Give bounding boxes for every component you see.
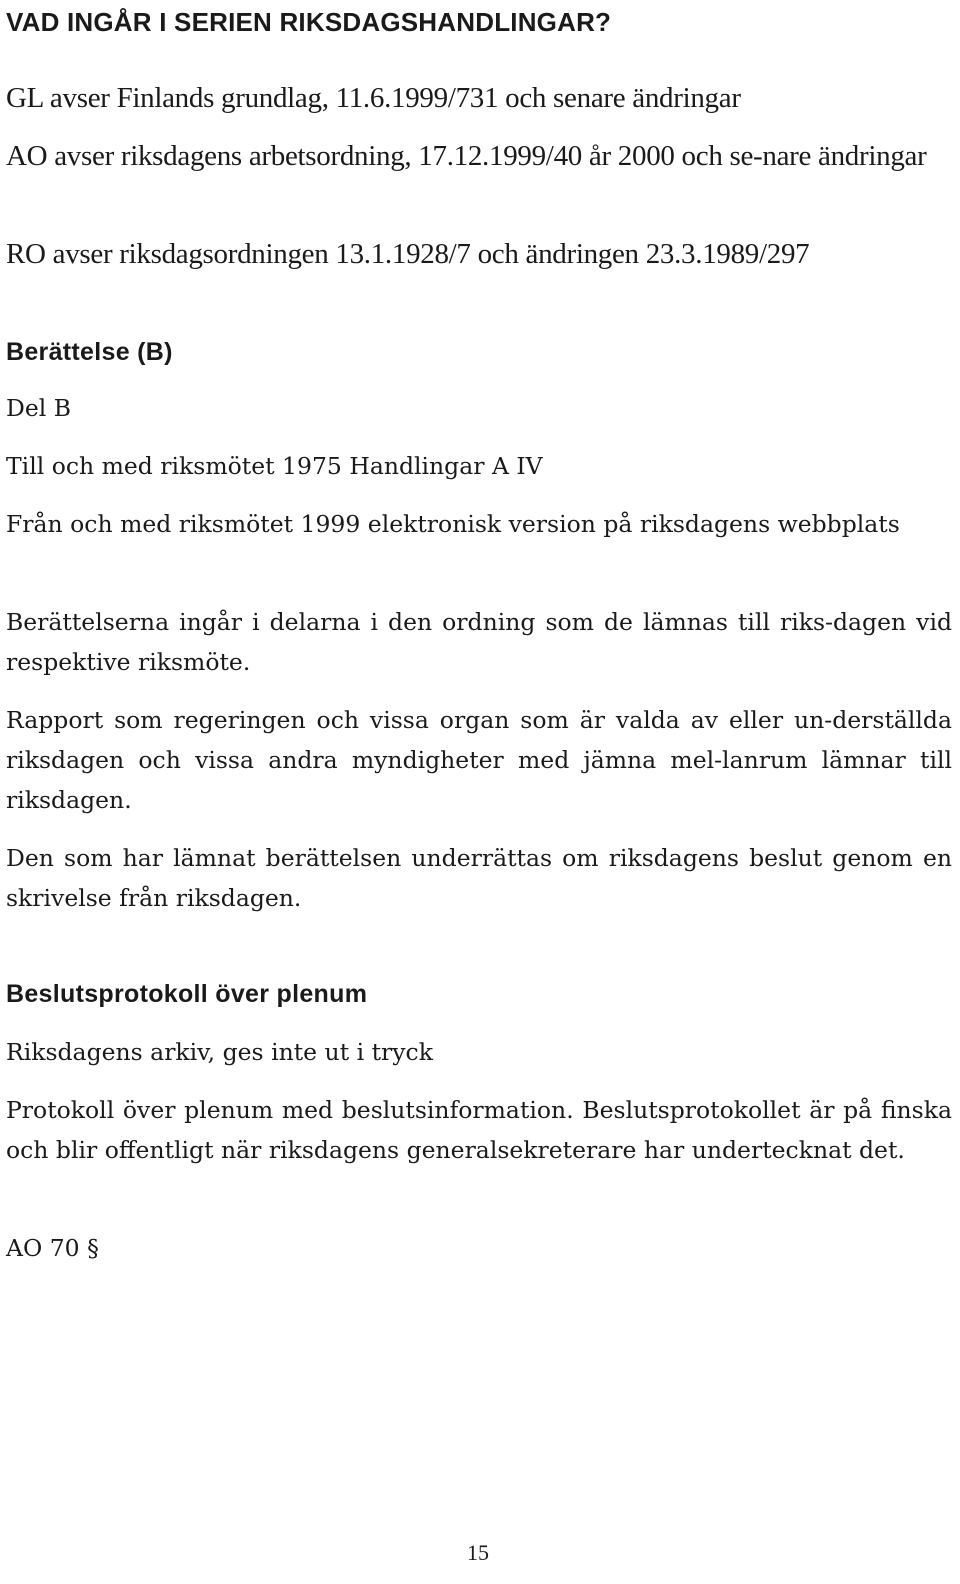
berattelse-notice: Den som har lämnat berättelsen underrättas om riksdagens beslut genom en skrivelse från riksdagen. xyxy=(6,844,952,912)
document-page xyxy=(6,0,950,1584)
beslutsprotokoll-archive: Riksdagens arkiv, ges inte ut i tryck xyxy=(6,1038,433,1066)
section-heading-berattelse: Berättelse (B) xyxy=(6,338,173,366)
section-heading-beslutsprotokoll: Beslutsprotokoll över plenum xyxy=(6,980,368,1008)
beslutsprotokoll-reference: AO 70 § xyxy=(6,1234,99,1262)
page-title: VAD INGÅR I SERIEN RIKSDAGSHANDLINGAR? xyxy=(6,7,612,37)
berattelse-order: Berättelserna ingår i delarna i den ordning som de lämnas till riks-dagen vid respektive riksmöte. xyxy=(6,608,952,676)
abbreviation-ao: AO avser riksdagens arbetsordning, 17.12.1999/40 år 2000 och se-nare ändringar xyxy=(6,140,927,172)
berattelse-report: Rapport som regeringen och vissa organ som är valda av eller un-derställda riksdagen och vissa andra myndigheter med jämna mel-lanrum lämnar till riksdagen. xyxy=(6,706,952,814)
berattelse-part: Del B xyxy=(6,394,72,422)
berattelse-from: Från och med riksmötet 1999 elektronisk version på riksdagens webbplats xyxy=(6,510,900,538)
beslutsprotokoll-description: Protokoll över plenum med beslutsinformation. Beslutsprotokollet är på finska och blir offentligt när riksdagens generalsekreterare har undertecknat det. xyxy=(6,1096,952,1164)
berattelse-until: Till och med riksmötet 1975 Handlingar A IV xyxy=(6,452,543,480)
abbreviation-ro: RO avser riksdagsordningen 13.1.1928/7 och ändringen 23.3.1989/297 xyxy=(6,238,810,270)
abbreviation-gl: GL avser Finlands grundlag, 11.6.1999/731 och senare ändringar xyxy=(6,82,741,114)
page-number: 15 xyxy=(467,1540,489,1565)
